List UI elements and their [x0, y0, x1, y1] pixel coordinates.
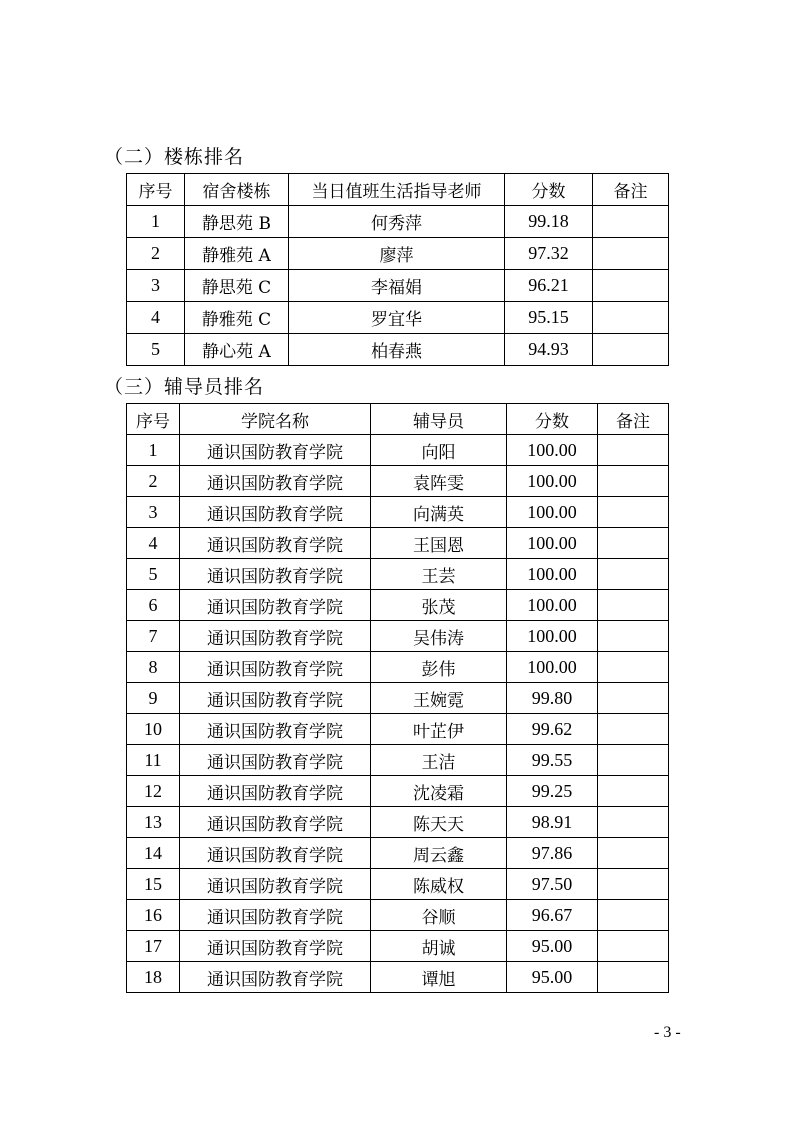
- table-row: [127, 621, 669, 652]
- remark-cell: [598, 838, 669, 869]
- row-number: 2: [127, 238, 185, 270]
- score-value: 94.93: [505, 334, 593, 366]
- table-row: [127, 838, 669, 869]
- score-value: 98.91: [507, 807, 598, 838]
- table-row: [127, 683, 669, 714]
- header-building: 宿舍楼栋: [185, 174, 289, 206]
- college-name: 通识国防教育学院: [180, 435, 371, 466]
- score-value: 100.00: [507, 590, 598, 621]
- college-name: 通识国防教育学院: [180, 745, 371, 776]
- building-name: 静思苑 C: [185, 270, 289, 302]
- row-number: 14: [127, 838, 180, 869]
- remark-cell: [598, 435, 669, 466]
- duty-teacher-name: 罗宜华: [289, 302, 505, 334]
- table-row: [127, 435, 669, 466]
- row-number: 10: [127, 714, 180, 745]
- counselor-name: 谷顺: [371, 900, 507, 931]
- table-row: [127, 302, 669, 334]
- counselor-name: 向阳: [371, 435, 507, 466]
- row-number: 8: [127, 652, 180, 683]
- score-value: 97.50: [507, 869, 598, 900]
- building-ranking-heading: （二）楼栋排名: [104, 146, 245, 168]
- header-no: 序号: [127, 174, 185, 206]
- row-number: 6: [127, 590, 180, 621]
- table-row: [127, 776, 669, 807]
- college-name: 通识国防教育学院: [180, 590, 371, 621]
- building-ranking-table: [126, 173, 669, 366]
- counselor-ranking-heading: （三）辅导员排名: [104, 376, 265, 398]
- header-no: 序号: [127, 404, 180, 435]
- table-row: [127, 270, 669, 302]
- remark-cell: [598, 745, 669, 776]
- counselor-name: 王芸: [371, 559, 507, 590]
- counselor-name: 谭旭: [371, 962, 507, 993]
- row-number: 16: [127, 900, 180, 931]
- score-value: 95.00: [507, 931, 598, 962]
- score-value: 99.18: [505, 206, 593, 238]
- score-value: 99.62: [507, 714, 598, 745]
- row-number: 5: [127, 559, 180, 590]
- table-row: [127, 931, 669, 962]
- row-number: 12: [127, 776, 180, 807]
- table-row: [127, 559, 669, 590]
- score-value: 100.00: [507, 652, 598, 683]
- remark-cell: [598, 931, 669, 962]
- duty-teacher-name: 何秀萍: [289, 206, 505, 238]
- row-number: 18: [127, 962, 180, 993]
- table-row: [127, 334, 669, 366]
- table-row: [127, 590, 669, 621]
- row-number: 5: [127, 334, 185, 366]
- counselor-name: 王洁: [371, 745, 507, 776]
- score-value: 99.25: [507, 776, 598, 807]
- remark-cell: [598, 621, 669, 652]
- counselor-name: 沈凌霜: [371, 776, 507, 807]
- remark-cell: [598, 466, 669, 497]
- counselor-name: 王国恩: [371, 528, 507, 559]
- score-value: 100.00: [507, 559, 598, 590]
- header-score: 分数: [505, 174, 593, 206]
- remark-cell: [598, 528, 669, 559]
- counselor-name: 彭伟: [371, 652, 507, 683]
- remark-cell: [598, 962, 669, 993]
- college-name: 通识国防教育学院: [180, 466, 371, 497]
- college-name: 通识国防教育学院: [180, 900, 371, 931]
- building-name: 静心苑 A: [185, 334, 289, 366]
- remark-cell: [593, 334, 669, 366]
- row-number: 17: [127, 931, 180, 962]
- score-value: 99.55: [507, 745, 598, 776]
- building-name: 静思苑 B: [185, 206, 289, 238]
- college-name: 通识国防教育学院: [180, 931, 371, 962]
- college-name: 通识国防教育学院: [180, 776, 371, 807]
- score-value: 100.00: [507, 528, 598, 559]
- row-number: 3: [127, 270, 185, 302]
- college-name: 通识国防教育学院: [180, 714, 371, 745]
- college-name: 通识国防教育学院: [180, 838, 371, 869]
- remark-cell: [598, 869, 669, 900]
- score-value: 97.32: [505, 238, 593, 270]
- counselor-name: 向满英: [371, 497, 507, 528]
- score-value: 96.67: [507, 900, 598, 931]
- college-name: 通识国防教育学院: [180, 528, 371, 559]
- score-value: 97.86: [507, 838, 598, 869]
- table-header-row: [127, 174, 669, 206]
- duty-teacher-name: 廖萍: [289, 238, 505, 270]
- counselor-name: 王婉霓: [371, 683, 507, 714]
- duty-teacher-name: 李福娟: [289, 270, 505, 302]
- score-value: 99.80: [507, 683, 598, 714]
- college-name: 通识国防教育学院: [180, 683, 371, 714]
- table-row: [127, 745, 669, 776]
- duty-teacher-name: 柏春燕: [289, 334, 505, 366]
- page-number: - 3 -: [654, 1024, 681, 1041]
- table-row: [127, 900, 669, 931]
- college-name: 通识国防教育学院: [180, 807, 371, 838]
- college-name: 通识国防教育学院: [180, 621, 371, 652]
- score-value: 100.00: [507, 497, 598, 528]
- header-score: 分数: [507, 404, 598, 435]
- college-name: 通识国防教育学院: [180, 497, 371, 528]
- table-row: [127, 497, 669, 528]
- table-row: [127, 466, 669, 497]
- score-value: 95.15: [505, 302, 593, 334]
- counselor-name: 陈威权: [371, 869, 507, 900]
- counselor-name: 张茂: [371, 590, 507, 621]
- header-remark: 备注: [598, 404, 669, 435]
- row-number: 15: [127, 869, 180, 900]
- remark-cell: [598, 497, 669, 528]
- remark-cell: [598, 900, 669, 931]
- header-duty-teacher: 当日值班生活指导老师: [289, 174, 505, 206]
- table-row: [127, 714, 669, 745]
- score-value: 96.21: [505, 270, 593, 302]
- counselor-name: 吴伟涛: [371, 621, 507, 652]
- score-value: 100.00: [507, 466, 598, 497]
- counselor-name: 叶芷伊: [371, 714, 507, 745]
- row-number: 3: [127, 497, 180, 528]
- table-row: [127, 238, 669, 270]
- college-name: 通识国防教育学院: [180, 962, 371, 993]
- table-row: [127, 528, 669, 559]
- remark-cell: [593, 270, 669, 302]
- row-number: 1: [127, 206, 185, 238]
- building-name: 静雅苑 A: [185, 238, 289, 270]
- counselor-name: 胡诚: [371, 931, 507, 962]
- row-number: 1: [127, 435, 180, 466]
- score-value: 100.00: [507, 621, 598, 652]
- row-number: 4: [127, 302, 185, 334]
- score-value: 95.00: [507, 962, 598, 993]
- college-name: 通识国防教育学院: [180, 652, 371, 683]
- table-row: [127, 962, 669, 993]
- remark-cell: [593, 238, 669, 270]
- table-row: [127, 807, 669, 838]
- college-name: 通识国防教育学院: [180, 559, 371, 590]
- remark-cell: [593, 302, 669, 334]
- table-row: [127, 652, 669, 683]
- remark-cell: [598, 776, 669, 807]
- remark-cell: [598, 807, 669, 838]
- header-remark: 备注: [593, 174, 669, 206]
- remark-cell: [598, 559, 669, 590]
- header-college: 学院名称: [180, 404, 371, 435]
- row-number: 9: [127, 683, 180, 714]
- counselor-name: 袁阵雯: [371, 466, 507, 497]
- score-value: 100.00: [507, 435, 598, 466]
- remark-cell: [598, 714, 669, 745]
- counselor-name: 陈天天: [371, 807, 507, 838]
- table-row: [127, 869, 669, 900]
- header-counselor: 辅导员: [371, 404, 507, 435]
- remark-cell: [598, 590, 669, 621]
- row-number: 2: [127, 466, 180, 497]
- building-name: 静雅苑 C: [185, 302, 289, 334]
- table-header-row: [127, 404, 669, 435]
- row-number: 7: [127, 621, 180, 652]
- counselor-name: 周云鑫: [371, 838, 507, 869]
- college-name: 通识国防教育学院: [180, 869, 371, 900]
- remark-cell: [598, 683, 669, 714]
- counselor-ranking-table: [126, 403, 669, 993]
- row-number: 11: [127, 745, 180, 776]
- row-number: 4: [127, 528, 180, 559]
- table-row: [127, 206, 669, 238]
- remark-cell: [593, 206, 669, 238]
- remark-cell: [598, 652, 669, 683]
- row-number: 13: [127, 807, 180, 838]
